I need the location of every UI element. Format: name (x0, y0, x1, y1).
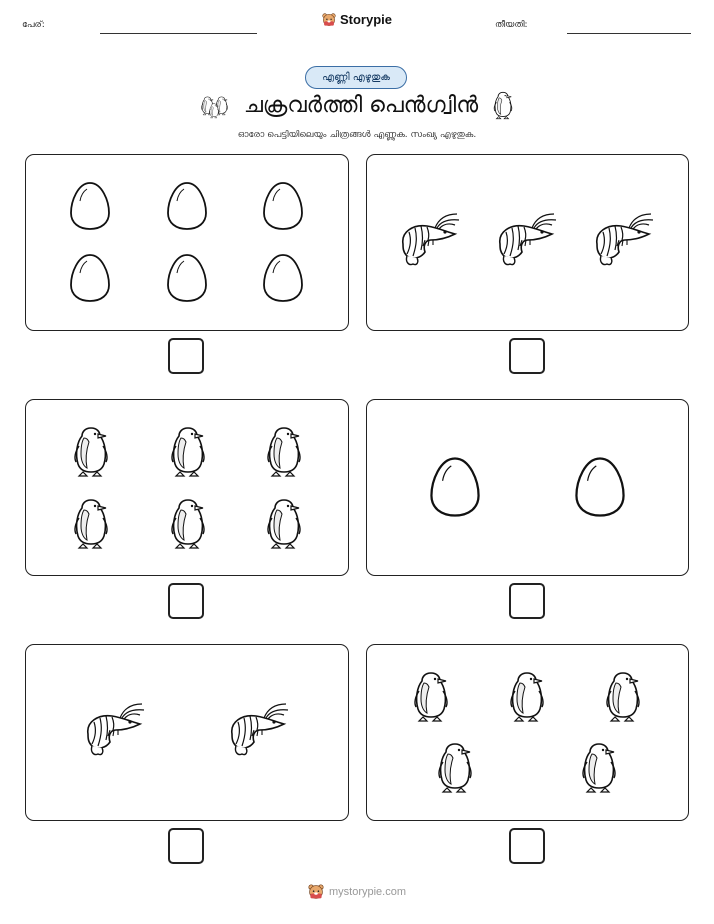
brand-name: Storypie (339, 12, 392, 27)
penguin-icon (264, 496, 304, 550)
penguin-icon (411, 669, 451, 723)
egg-icon (430, 456, 480, 518)
answer-box-1[interactable] (168, 338, 204, 374)
bear-mascot-icon (308, 884, 324, 900)
penguin-family-icon (200, 90, 230, 120)
counting-box-5 (25, 644, 349, 821)
answer-box-5[interactable] (168, 828, 204, 864)
egg-icon (70, 253, 110, 303)
shrimp-icon (80, 700, 150, 760)
egg-icon (70, 181, 110, 231)
shrimp-icon (395, 210, 465, 270)
counting-box-4 (366, 399, 689, 576)
page-title: ചക്രവർത്തി പെൻഗ്വിൻ (243, 92, 479, 118)
counting-box-3 (25, 399, 349, 576)
shrimp-icon (224, 700, 294, 760)
title-row (0, 90, 714, 120)
penguin-icon (507, 669, 547, 723)
penguin-icon (435, 740, 475, 794)
activity-badge (305, 66, 407, 89)
bear-mascot-icon (322, 13, 336, 27)
penguin-icon (579, 740, 619, 794)
egg-icon (167, 181, 207, 231)
penguin-icon (71, 424, 111, 478)
activity-badge-text: എണ്ണി എഴുതുക (322, 72, 390, 83)
penguin-icon (492, 90, 514, 120)
answer-box-3[interactable] (168, 583, 204, 619)
answer-box-6[interactable] (509, 828, 545, 864)
counting-box-2 (366, 154, 689, 331)
instructions: ഓരോ പെട്ടിയിലെയും ചിത്രങ്ങൾ എണ്ണുക. സംഖ്യ എഴുതുക. (237, 130, 477, 140)
answer-box-4[interactable] (509, 583, 545, 619)
brand-logo (0, 12, 714, 27)
counting-box-1 (25, 154, 349, 331)
penguin-icon (168, 424, 208, 478)
footer (0, 884, 714, 900)
penguin-icon (603, 669, 643, 723)
egg-icon (263, 181, 303, 231)
name-label: പേര്: (22, 20, 45, 30)
date-label: തീയതി: (495, 20, 528, 30)
answer-box-2[interactable] (509, 338, 545, 374)
date-line[interactable] (567, 33, 691, 34)
penguin-icon (168, 496, 208, 550)
footer-url[interactable]: mystorypie.com (328, 886, 407, 898)
penguin-icon (264, 424, 304, 478)
egg-icon (167, 253, 207, 303)
penguin-icon (71, 496, 111, 550)
egg-icon (575, 456, 625, 518)
shrimp-icon (492, 210, 562, 270)
name-line[interactable] (100, 33, 257, 34)
counting-box-6 (366, 644, 689, 821)
egg-icon (263, 253, 303, 303)
shrimp-icon (589, 210, 659, 270)
